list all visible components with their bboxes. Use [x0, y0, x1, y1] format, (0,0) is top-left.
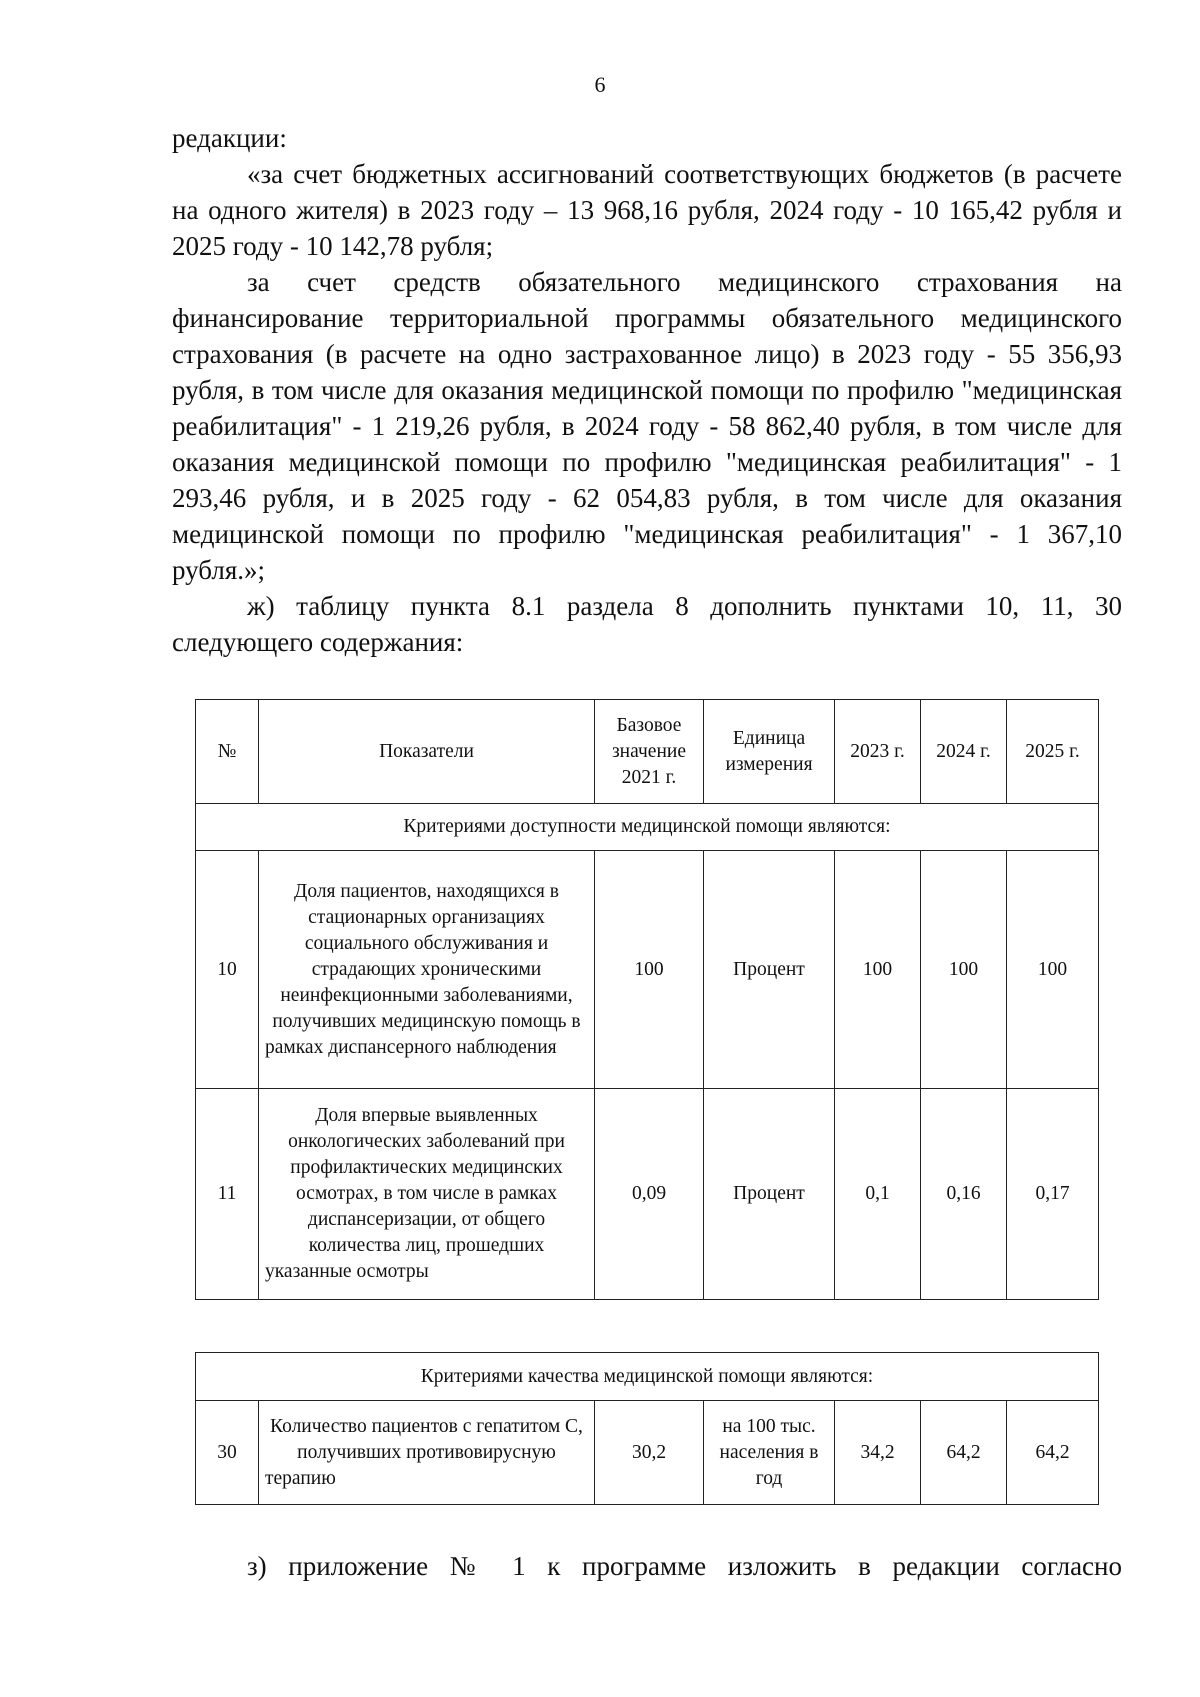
section-row — [196, 1353, 1099, 1401]
paragraph: за счет средств обязательного медицинского страхования на финансирование территориальной программы обязательного медицинского страхования (в расчете на одно застрахованное лицо) в 2023 году - 55 356,93 рубля, в том числе для оказания медицинской помощи по профилю "медицинская реабилитация" - 1 219,26 рубля, в 2024 году - 58 862,40 рубля, в том числе для оказания медицинской помощи по профилю "медицинская реабилитация" - 1 293,46 рубля, и в 2025 году - 62 054,83 рубля, в том числе для оказания медицинской помощи по профилю "медицинская реабилитация" - 1 367,10 рубля.»; — [172, 267, 1122, 585]
header-2025: 2025 г. — [1007, 700, 1099, 804]
row-2025: 0,17 — [1007, 1089, 1099, 1300]
row-num: 10 — [196, 851, 259, 1089]
paragraph: редакции: — [172, 123, 287, 153]
row-2024: 100 — [921, 851, 1007, 1089]
row-indicator: Доля впервые выявленных онкологических заболеваний при профилактических медицинских осмотрах, в том числе в рамках диспансеризации, от общего количества лиц, прошедших указанные осмотры — [259, 1089, 595, 1300]
row-unit: на 100 тыс. населения в год — [704, 1401, 835, 1505]
section-quality-label: Критериями качества медицинской помощи являются: — [196, 1353, 1099, 1401]
row-unit: Процент — [704, 851, 835, 1089]
paragraph: «за счет бюджетных ассигнований соответствующих бюджетов (в расчете на одного жителя) в 2023 году – 13 968,16 рубля, 2024 году - 10 165,42 рубля и 2025 году - 10 142,78 рубля; — [172, 159, 1122, 261]
row-base: 30,2 — [595, 1401, 704, 1505]
row-base: 0,09 — [595, 1089, 704, 1300]
row-base: 100 — [595, 851, 704, 1089]
header-2024: 2024 г. — [921, 700, 1007, 804]
header-unit: Единица измерения — [704, 700, 835, 804]
row-2023: 100 — [835, 851, 921, 1089]
criteria-table-quality — [195, 1352, 1099, 1505]
section-row — [196, 804, 1099, 851]
row-2025: 64,2 — [1007, 1401, 1099, 1505]
row-2023: 34,2 — [835, 1401, 921, 1505]
row-unit: Процент — [704, 1089, 835, 1300]
header-base: Базовое значение 2021 г. — [595, 700, 704, 804]
section-access-label: Критериями доступности медицинской помощи являются: — [196, 804, 1099, 851]
row-indicator: Доля пациентов, находящихся в стационарных организациях социального обслуживания и страдающих хроническими неинфекционными заболеваниями, получивших медицинскую помощь в рамках диспансерного наблюдения — [259, 851, 595, 1089]
table-header-row — [196, 700, 1099, 804]
row-indicator: Количество пациентов с гепатитом С, получивших противовирусную терапию — [259, 1401, 595, 1505]
criteria-table-access — [195, 699, 1099, 1300]
row-num: 30 — [196, 1401, 259, 1505]
table-row — [196, 1401, 1099, 1505]
header-indicator: Показатели — [259, 700, 595, 804]
row-2025: 100 — [1007, 851, 1099, 1089]
row-num: 11 — [196, 1089, 259, 1300]
paragraph: ж) таблицу пункта 8.1 раздела 8 дополнить пунктами 10, 11, 30 следующего содержания: — [172, 591, 1122, 657]
row-2024: 64,2 — [921, 1401, 1007, 1505]
header-2023: 2023 г. — [835, 700, 921, 804]
paragraph: з) приложение № 1 к программе изложить в редакции согласно — [247, 1551, 1122, 1581]
header-num: № — [196, 700, 259, 804]
body-text — [172, 120, 1122, 660]
table-row — [196, 851, 1099, 1089]
closing-text — [172, 1548, 1122, 1584]
row-2024: 0,16 — [921, 1089, 1007, 1300]
row-2023: 0,1 — [835, 1089, 921, 1300]
table-row — [196, 1089, 1099, 1300]
page-number: 6 — [594, 72, 606, 97]
